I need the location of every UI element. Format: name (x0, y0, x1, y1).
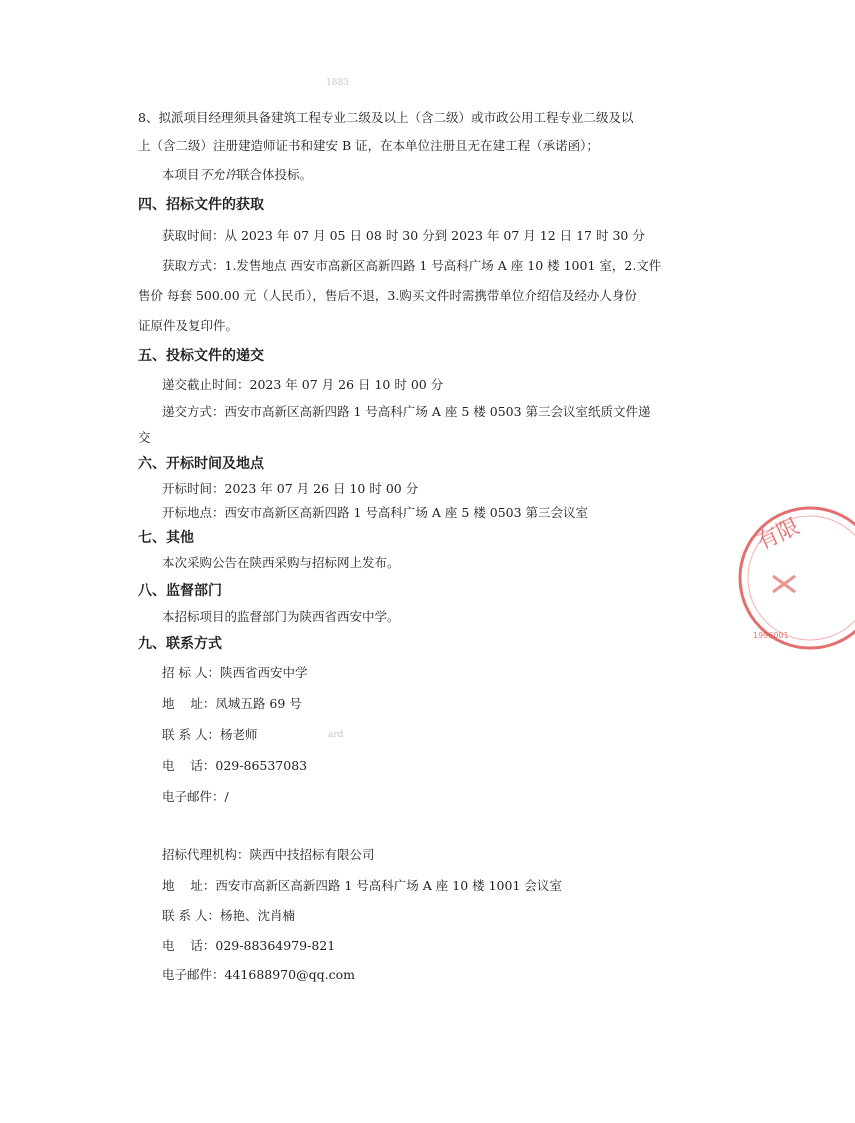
agent-email-label: 电子邮件： (162, 967, 225, 982)
seal-text: 有限 (752, 514, 804, 556)
agent-address-label: 地 址： (162, 878, 216, 893)
buyer-contact-row (162, 727, 257, 743)
s5-deadline: 递交截止时间：2023 年 07 月 26 日 10 时 00 分 (162, 377, 444, 392)
scan-artifact-mark-2: ard (328, 730, 344, 740)
buyer-email-value: / (224, 789, 229, 804)
s4-acquisition-method-1: 获取方式：1.发售地点 西安市高新区高新四路 1 号高科广场 A 座 10 楼 1001 室，2.文件 (162, 258, 662, 273)
seal-number: 1996001 (753, 631, 789, 640)
section-6-heading: 六、开标时间及地点 (138, 456, 264, 472)
scan-artifact-mark: 1883 (326, 78, 349, 88)
buyer-phone-value: 029-86537083 (215, 758, 308, 773)
buyer-email-label: 电子邮件： (162, 789, 225, 804)
agent-address-value: 西安市高新区高新四路 1 号高科广场 A 座 10 楼 1001 会议室 (215, 878, 562, 893)
agent-phone-label: 电 话： (162, 938, 216, 953)
buyer-name-row (162, 665, 307, 681)
agent-name-value: 陕西中技招标有限公司 (249, 847, 375, 862)
consortium-emphasis: 不允许 (199, 167, 238, 182)
requirement-8-line-1: 8、拟派项目经理须具备建筑工程专业二级及以上（含二级）或市政公用工程专业二级及以 (138, 110, 634, 125)
agent-phone-row (162, 938, 335, 954)
agent-contact-label: 联 系 人： (162, 908, 220, 923)
s7-text: 本次采购公告在陕西采购与招标网上发布。 (162, 555, 400, 570)
section-8-heading: 八、监督部门 (138, 583, 222, 599)
s6-opening-time: 开标时间：2023 年 07 月 26 日 10 时 00 分 (162, 481, 419, 496)
agent-address-row (162, 878, 562, 894)
agent-name-row (162, 847, 375, 863)
agent-contact-row (162, 908, 295, 924)
agent-email-row (162, 967, 355, 983)
s8-text: 本招标项目的监督部门为陕西省西安中学。 (162, 609, 400, 624)
section-7-heading: 七、其他 (138, 530, 194, 546)
buyer-name-value: 陕西省西安中学 (219, 665, 308, 680)
buyer-phone-label: 电 话： (162, 758, 216, 773)
consortium-note (162, 167, 312, 183)
buyer-phone-row (162, 758, 307, 774)
s6-opening-place: 开标地点：西安市高新区高新四路 1 号高科广场 A 座 5 楼 0503 第三会议室 (162, 505, 589, 520)
agent-name-label: 招标代理机构： (162, 847, 250, 862)
seal-mark (773, 576, 795, 592)
agent-phone-value: 029-88364979-821 (215, 938, 336, 953)
section-5-heading: 五、投标文件的递交 (138, 348, 264, 364)
buyer-contact-value: 杨老师 (219, 727, 258, 742)
buyer-address-label: 地 址： (162, 696, 216, 711)
s5-method-1: 递交方式：西安市高新区高新四路 1 号高科广场 A 座 5 楼 0503 第三会议室纸质文件递 (162, 404, 651, 419)
buyer-address-value: 凤城五路 69 号 (215, 696, 302, 711)
buyer-email-row (162, 789, 229, 805)
agent-contact-value: 杨艳、沈肖楠 (219, 908, 295, 923)
company-seal-icon (735, 498, 855, 658)
buyer-name-label: 招 标 人： (162, 665, 220, 680)
s5-method-2: 交 (138, 430, 151, 445)
consortium-prefix: 本项目 (162, 167, 200, 182)
consortium-suffix: 联合体投标。 (237, 167, 313, 182)
s4-acquisition-method-3: 证原件及复印件。 (138, 318, 239, 333)
buyer-address-row (162, 696, 302, 712)
agent-email-value: 441688970@qq.com (224, 967, 355, 982)
section-9-heading: 九、联系方式 (138, 636, 222, 652)
section-4-heading: 四、招标文件的获取 (138, 197, 264, 213)
s4-acquisition-time: 获取时间：从 2023 年 07 月 05 日 08 时 30 分到 2023 年 07 月 12 日 17 时 30 分 (162, 228, 645, 243)
s4-acquisition-method-2: 售价 每套 500.00 元（人民币），售后不退，3.购买文件时需携带单位介绍信及经办人身份 (138, 288, 637, 303)
buyer-contact-label: 联 系 人： (162, 727, 220, 742)
requirement-8-line-2: 上（含二级）注册建造师证书和建安 B 证，在本单位注册且无在建工程（承诺函）； (138, 138, 599, 153)
